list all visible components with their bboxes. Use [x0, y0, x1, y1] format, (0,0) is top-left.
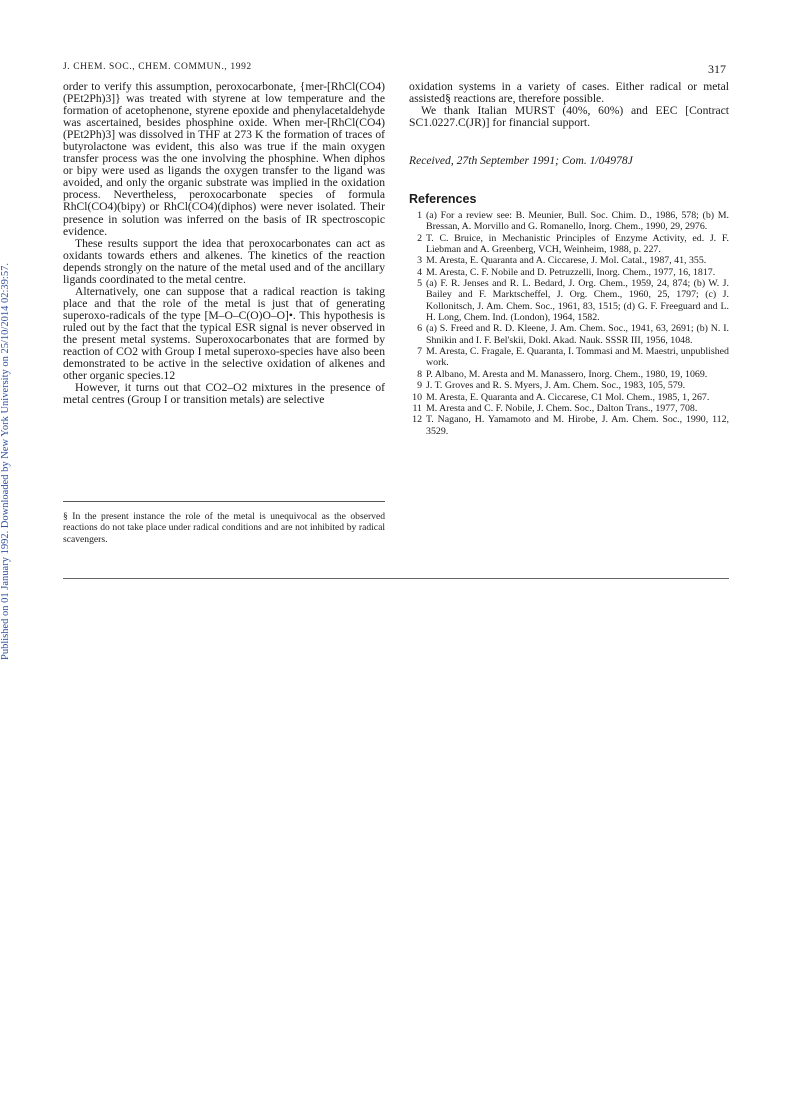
download-watermark [0, 0, 22, 1104]
reference-item: 12 T. Nagano, H. Yamamoto and M. Hirobe, J. Am. Chem. Soc., 1990, 112, 3529. [412, 414, 729, 437]
reference-item: 1 (a) For a review see: B. Meunier, Bull. Soc. Chim. D., 1986, 578; (b) M. Bressan, A. Morvillo and G. Romanello, Inorg. Chem., 1990, 29, 2976. [417, 210, 729, 233]
reference-item: 11 M. Aresta and C. F. Nobile, J. Chem. Soc., Dalton Trans., 1977, 708. [412, 402, 698, 414]
reference-item: 4 M. Aresta, C. F. Nobile and D. Petruzzelli, Inorg. Chem., 1977, 16, 1817. [417, 266, 716, 278]
references-list [409, 210, 729, 437]
reference-item: 7 M. Aresta, C. Fragale, E. Quaranta, I. Tommasi and M. Maestri, unpublished work. [417, 346, 729, 369]
paragraph-2: These results support the idea that peroxocarbonates can act as oxidants towards ethers and alkenes. The kinetics of the reaction depends strongly on the nature of the metal used and of the ancillary ligands coordinated to the metal centre. [63, 236, 385, 286]
paragraph-3: Alternatively, one can suppose that a radical reaction is taking place and that the role of the metal is just that of generating superoxo-radicals of the type [M–O–C(O)O–O]•. This hypothesis is ruled out by the fact that the typical ESR signal is never observed in the present metal systems. Superoxocarbonates that are formed by reaction of CO2 with Group I metal superoxo-species have also been demonstrated to be active in the selective oxidation of alkenes and other organic species.12 [63, 284, 385, 383]
reference-item: 3 M. Aresta, E. Quaranta and A. Ciccarese, J. Mol. Catal., 1987, 41, 355. [417, 255, 707, 267]
footnote: § In the present instance the role of the metal is unequivocal as the observed reactions do not take place under radical conditions and are not inhibited by radical scavengers. [63, 511, 385, 545]
reference-item: 6 (a) S. Freed and R. D. Kleene, J. Am. Chem. Soc., 1941, 63, 2691; (b) N. I. Shnikin and I. F. Bel'skii, Dokl. Akad. Nauk. SSSR III, 1956, 1048. [417, 323, 729, 346]
bottom-divider [63, 578, 729, 579]
reference-item: 2 T. C. Bruice, in Mechanistic Principles of Enzyme Activity, ed. J. F. Liebman and A. Greenberg, VCH, Weinheim, 1988, p. 227. [417, 232, 729, 256]
right-column [409, 81, 729, 129]
paragraph-1: order to verify this assumption, peroxocarbonate, {mer-[RhCl(CO4)(PEt2Ph)3]} was treated with styrene at low temperature and the formation of acetophenone, styrene epoxide and phenylacetaldehyde was ascertained, besides phosphine oxide. When mer-[RhCl(CO4)(PEt2Ph)3] was dissolved in THF at 273 K the formation of traces of butyrolactone was evident, this also was true if the main oxygen transfer process was the one involving the phosphine. When diphos or bipy were used as ligands the oxygen transfer to the ligand was avoided, and only the organic substrate was implied in the oxidation process. Nevertheless, peroxocarbonate species of formula RhCl(CO4)(bipy) or RhCl(CO4)(diphos) were never isolated. Their presence in solution was inferred on the basis of IR spectroscopic evidence. [63, 80, 385, 238]
acknowledgements: We thank Italian MURST (40%, 60%) and EEC [Contract SC1.0227.C(JR)] for financial support. [409, 104, 729, 130]
left-column [63, 81, 385, 406]
reference-item: 10 M. Aresta, E. Quaranta and A. Ciccarese, C1 Mol. Chem., 1985, 1, 267. [412, 391, 710, 403]
reference-item: 8 P. Albano, M. Aresta and M. Manassero, Inorg. Chem., 1980, 19, 1069. [417, 368, 708, 380]
references-heading: References [409, 192, 477, 206]
running-head: J. CHEM. SOC., CHEM. COMMUN., 1992 [63, 62, 252, 72]
footnote-divider [63, 501, 385, 502]
reference-item: 5 (a) F. R. Jenses and R. L. Bedard, J. Org. Chem., 1959, 24, 874; (b) W. J. Bailey and F. Marktscheffel, J. Org. Chem., 1960, 25, 1797; (c) J. Kollonitsch, J. Am. Chem. Soc., 1961, 83, 1515; (d) G. F. Freeguard and L. H. Long, Chem. Ind. (London), 1964, 1582. [417, 278, 729, 324]
paragraph-conclusion: oxidation systems in a variety of cases. Either radical or metal assisted§ reactions are, therefore possible. [409, 80, 729, 106]
reference-item: 9 J. T. Groves and R. S. Myers, J. Am. Chem. Soc., 1983, 105, 579. [417, 380, 686, 392]
page-number: 317 [708, 62, 726, 76]
download-watermark-text: Published on 01 January 1992. Downloaded by New York University on 25/10/2014 02:39:57. [0, 263, 11, 660]
received-date: Received, 27th September 1991; Com. 1/04978J [409, 154, 633, 167]
paragraph-4: However, it turns out that CO2–O2 mixtures in the presence of metal centres (Group I or transition metals) are selective [63, 381, 385, 407]
